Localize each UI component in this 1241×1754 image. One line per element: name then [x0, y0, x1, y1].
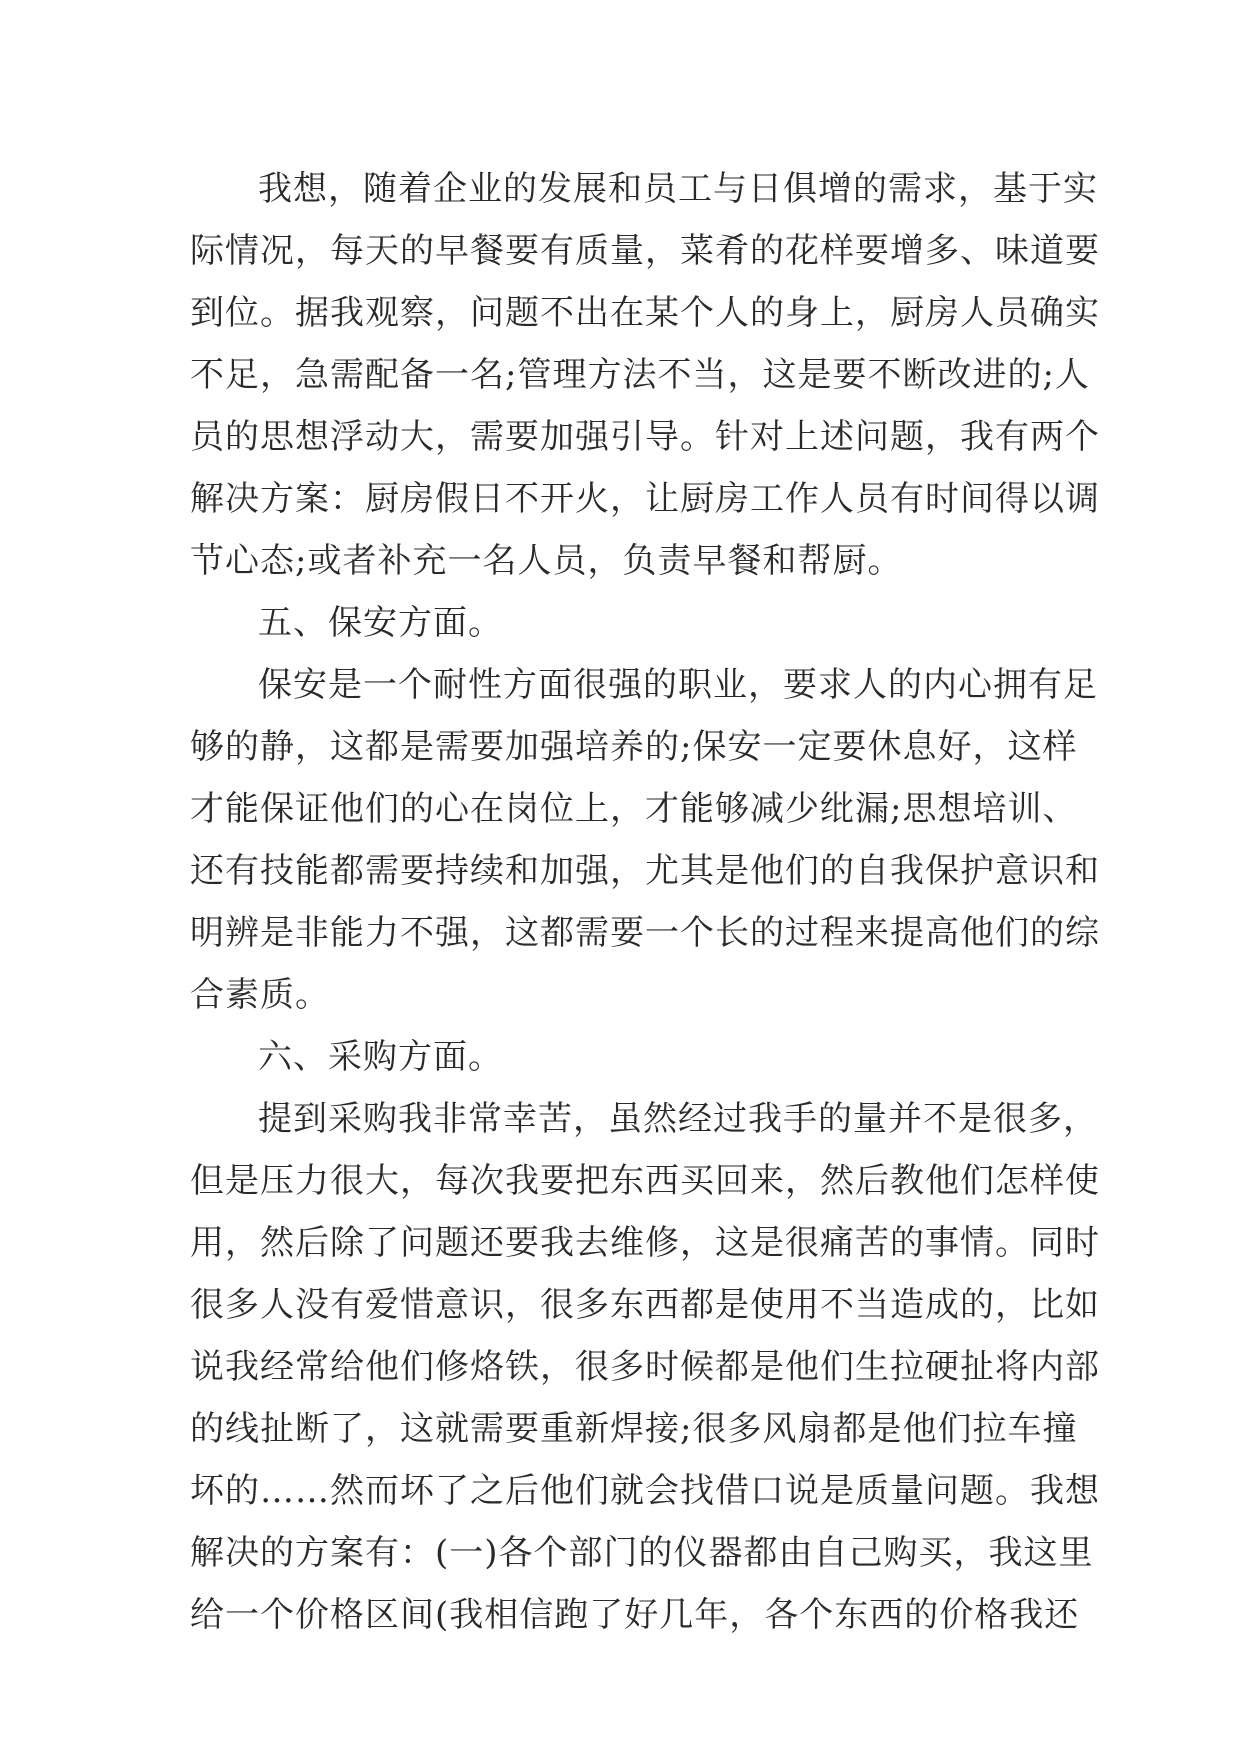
text-line: 我想，随着企业的发展和员工与日俱增的需求，基于实 [258, 169, 1098, 209]
text-line: 不足，急需配备一名;管理方法不当，这是要不断改进的;人 [190, 355, 1090, 395]
text-line: 明辨是非能力不强，这都需要一个长的过程来提高他们的综 [190, 913, 1100, 953]
text-line: 合素质。 [190, 975, 330, 1015]
text-line: 还有技能都需要持续和加强，尤其是他们的自我保护意识和 [190, 851, 1100, 891]
text-line: 才能保证他们的心在岗位上，才能够减少纰漏;思想培训、 [190, 789, 1078, 829]
text-line: 说我经常给他们修烙铁，很多时候都是他们生拉硬扯将内部 [190, 1347, 1100, 1387]
text-line: 但是压力很大，每次我要把东西买回来，然后教他们怎样使 [190, 1161, 1100, 1201]
text-line: 节心态;或者补充一名人员，负责早餐和帮厨。 [190, 541, 903, 581]
text-line: 用，然后除了问题还要我去维修，这是很痛苦的事情。同时 [190, 1223, 1100, 1263]
text-line: 五、保安方面。 [258, 603, 503, 643]
text-line: 给一个价格区间(我相信跑了好几年，各个东西的价格我还 [190, 1595, 1080, 1635]
document-body [190, 158, 1100, 1646]
text-line: 解决的方案有：(一)各个部门的仪器都由自己购买，我这里 [190, 1533, 1094, 1573]
text-line: 解决方案：厨房假日不开火，让厨房工作人员有时间得以调 [190, 479, 1100, 519]
text-line: 很多人没有爱惜意识，很多东西都是使用不当造成的，比如 [190, 1285, 1100, 1325]
text-line: 员的思想浮动大，需要加强引导。针对上述问题，我有两个 [190, 417, 1100, 457]
text-line: 提到采购我非常幸苦，虽然经过我手的量并不是很多， [258, 1099, 1098, 1139]
text-line: 的线扯断了，这就需要重新焊接;很多风扇都是他们拉车撞 [190, 1409, 1078, 1449]
text-line: 际情况，每天的早餐要有质量，菜肴的花样要增多、味道要 [190, 231, 1100, 271]
text-line: 够的静，这都是需要加强培养的;保安一定要休息好，这样 [190, 727, 1078, 767]
text-line: 保安是一个耐性方面很强的职业，要求人的内心拥有足 [258, 665, 1098, 705]
text-line: 坏的……然而坏了之后他们就会找借口说是质量问题。我想 [190, 1471, 1100, 1511]
text-line: 六、采购方面。 [258, 1037, 503, 1077]
text-line: 到位。据我观察，问题不出在某个人的身上，厨房人员确实 [190, 293, 1100, 333]
